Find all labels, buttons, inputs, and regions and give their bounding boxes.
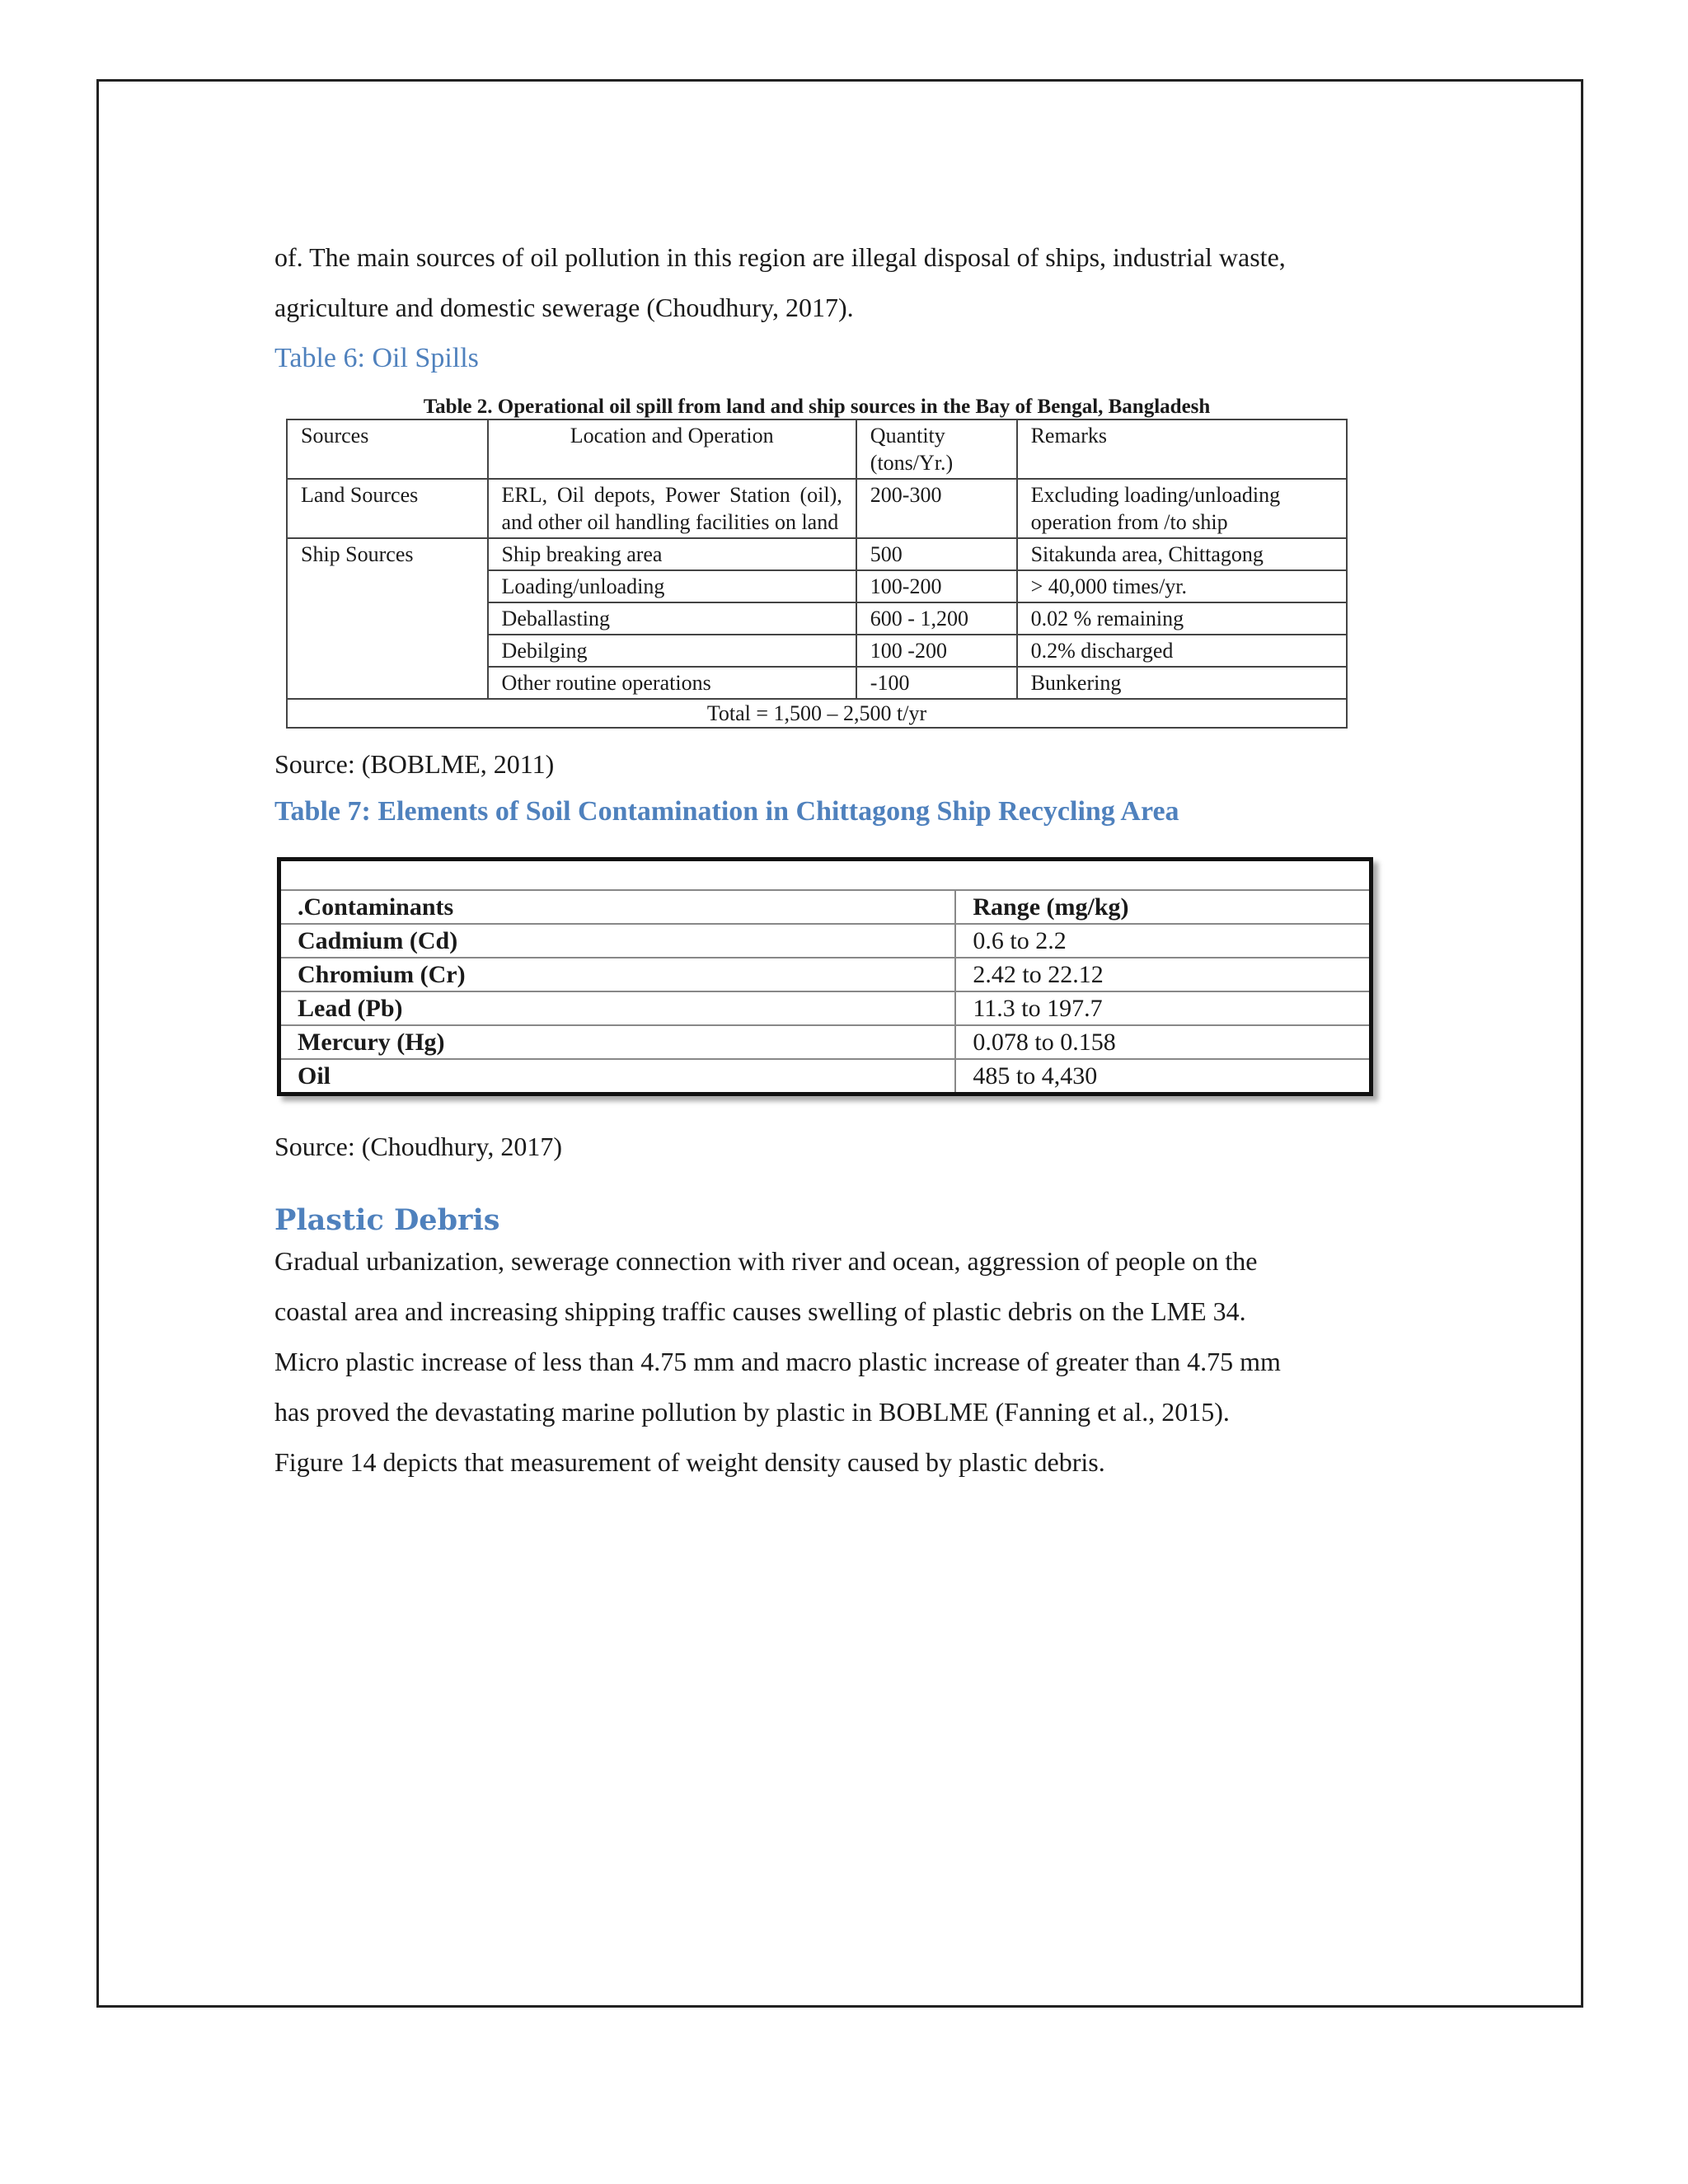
table7-caption: Table 7: Elements of Soil Contamination in Chittagong Ship Recycling Area bbox=[274, 796, 1179, 827]
total-cell: Total = 1,500 – 2,500 t/yr bbox=[287, 699, 1347, 728]
table-row bbox=[281, 958, 1369, 991]
oil-spill-table-title: Table 2. Operational oil spill from land and ship sources in the Bay of Bengal, Bangladesh bbox=[423, 396, 1211, 418]
plastic-line-1: Gradual urbanization, sewerage connection with river and ocean, aggression of people on the bbox=[274, 1246, 1258, 1276]
table-cell: 2.42 to 22.12 bbox=[955, 958, 1369, 991]
table-cell: 0.078 to 0.158 bbox=[955, 1025, 1369, 1059]
table-row bbox=[287, 699, 1347, 728]
soil-contamination-table bbox=[277, 857, 1373, 1096]
plastic-line-2: coastal area and increasing shipping traffic causes swelling of plastic debris on the LME 34. bbox=[274, 1296, 1246, 1326]
table-cell: 500 bbox=[856, 538, 1017, 570]
table-cell: Cadmium (Cd) bbox=[281, 924, 955, 958]
table-row bbox=[287, 419, 1347, 479]
table-cell: Chromium (Cr) bbox=[281, 958, 955, 991]
table-cell: Mercury (Hg) bbox=[281, 1025, 955, 1059]
table-cell: 600 - 1,200 bbox=[856, 602, 1017, 635]
table-cell: Loading/unloading bbox=[488, 570, 856, 602]
table-cell: Oil bbox=[281, 1059, 955, 1092]
header-cell: .Contaminants bbox=[281, 890, 955, 924]
table-cell: > 40,000 times/yr. bbox=[1017, 570, 1347, 602]
plastic-debris-heading: Plastic Debris bbox=[274, 1203, 500, 1237]
table-cell: Excluding loading/unloading operation from /to ship bbox=[1017, 479, 1347, 538]
table-cell: 485 to 4,430 bbox=[955, 1059, 1369, 1092]
table-row bbox=[281, 991, 1369, 1025]
table-cell: 100 -200 bbox=[856, 635, 1017, 667]
table-cell: 200-300 bbox=[856, 479, 1017, 538]
header-cell: Sources bbox=[287, 419, 488, 479]
header-cell: Quantity (tons/Yr.) bbox=[856, 419, 1017, 479]
plastic-line-3: Micro plastic increase of less than 4.75 mm and macro plastic increase of greater than 4.75 mm bbox=[274, 1347, 1281, 1376]
table-cell: Lead (Pb) bbox=[281, 991, 955, 1025]
table7-source: Source: (Choudhury, 2017) bbox=[274, 1132, 562, 1161]
table-row bbox=[281, 890, 1369, 924]
page-content bbox=[274, 232, 1428, 1488]
soil-contamination-grid bbox=[281, 889, 1369, 1092]
plastic-line-5: Figure 14 depicts that measurement of weight density caused by plastic debris. bbox=[274, 1447, 1105, 1477]
intro-line-2: agriculture and domestic sewerage (Choudhury, 2017). bbox=[274, 293, 854, 322]
table-cell: 0.2% discharged bbox=[1017, 635, 1347, 667]
table-cell: Deballasting bbox=[488, 602, 856, 635]
table-cell: Ship breaking area bbox=[488, 538, 856, 570]
table-row bbox=[281, 924, 1369, 958]
table-row bbox=[281, 1059, 1369, 1092]
header-cell: Range (mg/kg) bbox=[955, 890, 1369, 924]
table-cell: Debilging bbox=[488, 635, 856, 667]
table-cell: Other routine operations bbox=[488, 667, 856, 699]
table-cell: 11.3 to 197.7 bbox=[955, 991, 1369, 1025]
table-cell: Land Sources bbox=[287, 479, 488, 538]
intro-line-1: of. The main sources of oil pollution in this region are illegal disposal of ships, industrial waste, bbox=[274, 242, 1286, 272]
table-cell: 100-200 bbox=[856, 570, 1017, 602]
header-cell: Remarks bbox=[1017, 419, 1347, 479]
table-cell: 0.6 to 2.2 bbox=[955, 924, 1369, 958]
table-cell: Bunkering bbox=[1017, 667, 1347, 699]
header-cell: Location and Operation bbox=[488, 419, 856, 479]
table-row bbox=[287, 479, 1347, 538]
oil-spill-table-grid bbox=[286, 419, 1348, 729]
table6-source: Source: (BOBLME, 2011) bbox=[274, 749, 555, 779]
table-cell: Ship Sources bbox=[287, 538, 488, 699]
oil-spill-table bbox=[286, 396, 1348, 729]
table-row bbox=[287, 538, 1347, 570]
table-cell: ERL, Oil depots, Power Station (oil), and other oil handling facilities on land bbox=[488, 479, 856, 538]
table-cell: -100 bbox=[856, 667, 1017, 699]
table6-caption: Table 6: Oil Spills bbox=[274, 343, 479, 373]
table-cell: Sitakunda area, Chittagong bbox=[1017, 538, 1347, 570]
table-cell: 0.02 % remaining bbox=[1017, 602, 1347, 635]
plastic-line-4: has proved the devastating marine pollution by plastic in BOBLME (Fanning et al., 2015). bbox=[274, 1397, 1230, 1427]
table-row bbox=[281, 1025, 1369, 1059]
